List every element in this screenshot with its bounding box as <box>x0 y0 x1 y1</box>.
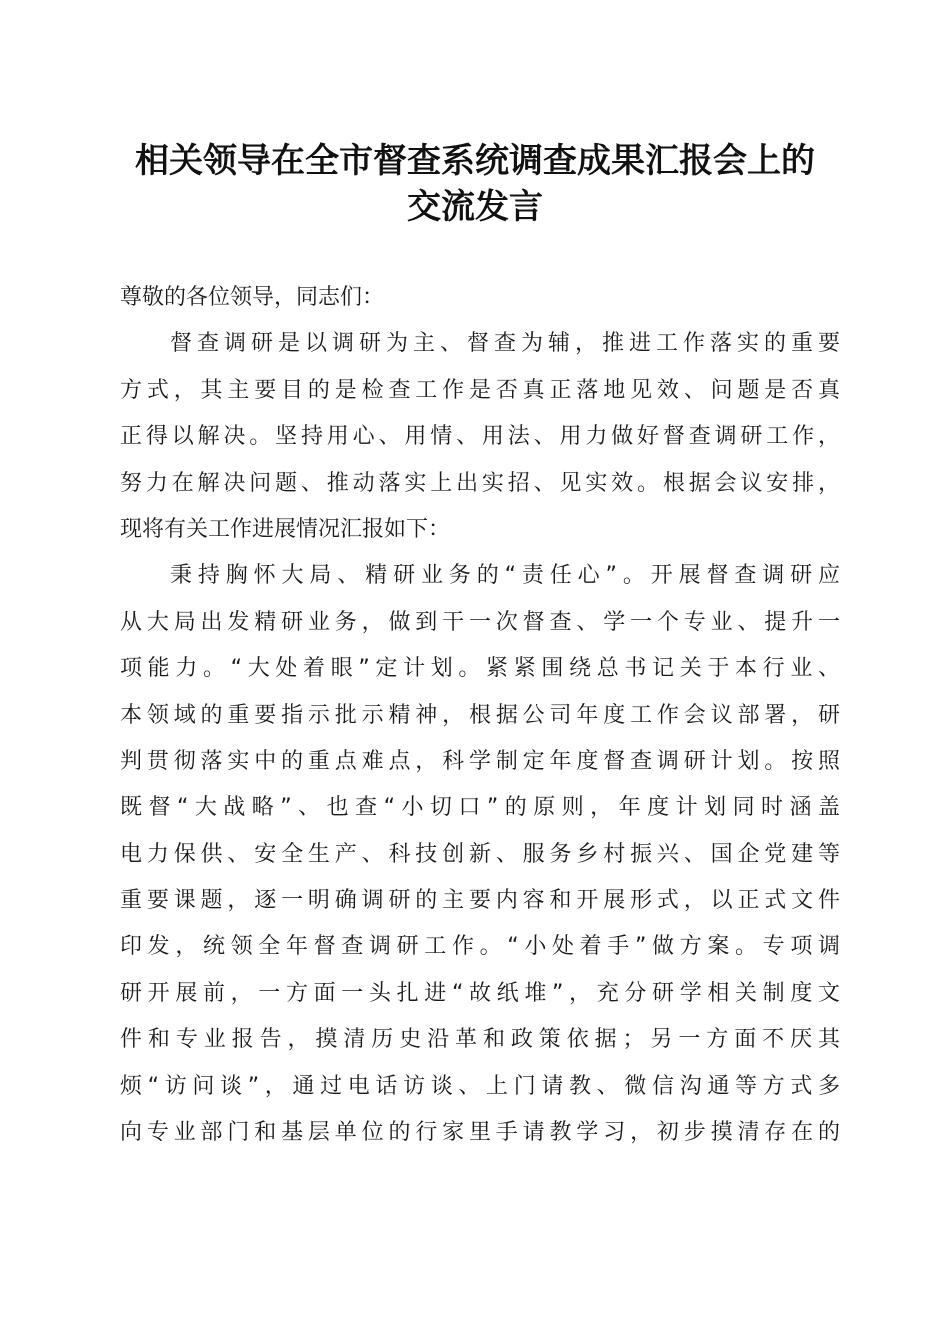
document-title-line-1: 相关领导在全市督查系统调查成果汇报会上的 <box>135 141 815 181</box>
document-title-line-2: 交流发言 <box>407 187 543 227</box>
text-line: 研开展前，一方面一头扎进“故纸堆”，充分研学相关制度文 <box>120 980 840 1006</box>
text-line: 电力保供、安全生产、科技创新、服务乡村振兴、国企党建等 <box>120 841 840 867</box>
text-line: 判贯彻落实中的重点难点，科学制定年度督查调研计划。按照 <box>120 748 840 774</box>
text-line: 重要课题，逐一明确调研的主要内容和开展形式，以正式文件 <box>120 888 840 914</box>
text-line: 烦“访问谈”，通过电话访谈、上门请教、微信沟通等方式多 <box>120 1073 840 1099</box>
text-line: 向专业部门和基层单位的行家里手请教学习，初步摸清存在的 <box>120 1120 840 1146</box>
text-line: 从大局出发精研业务，做到干一次督查、学一个专业、提升一 <box>120 609 840 635</box>
text-line: 秉持胸怀大局、精研业务的“责任心”。开展督查调研应 <box>170 563 840 589</box>
text-line: 督查调研是以调研为主、督查为辅，推进工作落实的重要 <box>170 331 840 357</box>
salutation: 尊敬的各位领导，同志们： <box>120 285 385 310</box>
text-line: 既督“大战略”、也查“小切口”的原则，年度计划同时涵盖 <box>120 795 840 821</box>
text-line: 印发，统领全年督查调研工作。“小处着手”做方案。专项调 <box>120 934 840 960</box>
text-line: 努力在解决问题、推动落实上出实招、见实效。根据会议安排， <box>120 470 840 496</box>
document-body <box>120 275 840 1156</box>
text-line: 现将有关工作进展情况汇报如下： <box>120 516 451 542</box>
text-line: 件和专业报告，摸清历史沿革和政策依据；另一方面不厌其 <box>120 1027 840 1053</box>
text-line: 方式，其主要目的是检查工作是否真正落地见效、问题是否真 <box>120 377 840 403</box>
text-line: 项能力。“大处着眼”定计划。紧紧围绕总书记关于本行业、 <box>120 656 840 682</box>
text-line: 正得以解决。坚持用心、用情、用法、用力做好督查调研工作， <box>120 424 840 450</box>
text-line: 本领域的重要指示批示精神，根据公司年度工作会议部署，研 <box>120 702 840 728</box>
